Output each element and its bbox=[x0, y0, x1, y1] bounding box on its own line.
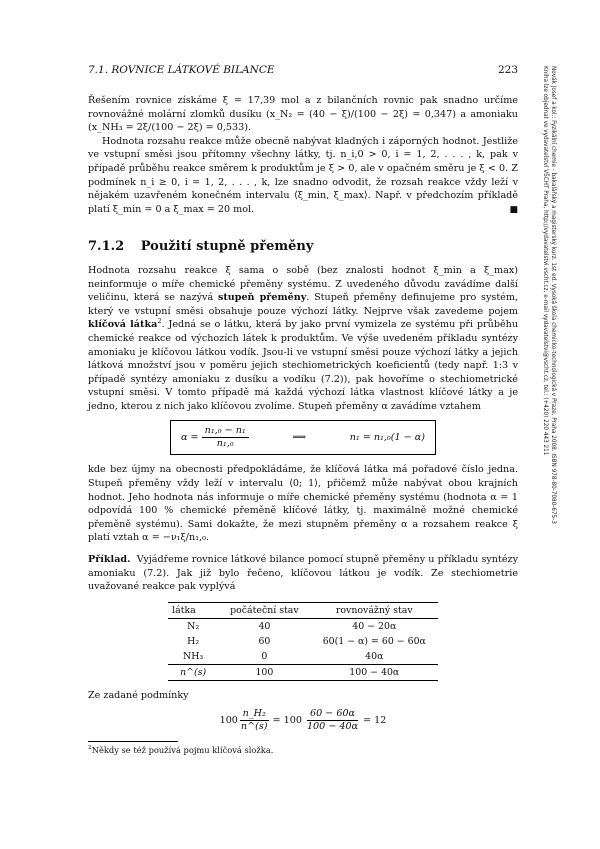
table-row bbox=[168, 634, 438, 649]
running-header bbox=[88, 64, 518, 76]
table-cell: 40 − 20α bbox=[352, 620, 397, 632]
fraction-numerator: n₁,₀ − n₁ bbox=[202, 425, 249, 438]
footnote-divider bbox=[88, 741, 178, 742]
page-number: 223 bbox=[497, 64, 518, 76]
section-number: 7.1.2 bbox=[88, 239, 125, 255]
text-run: . Stupeň přeměny definujeme pro systém, který ve vstupní směsi obsahuje pouze výchozí látky. Nejprve však zavedeme pojem bbox=[88, 292, 518, 317]
example-text: Vyjádřeme rovnice látkové bilance pomocí stupně přeměny u příkladu syntézy amoniaku (7.2). Jak již bylo řečeno, klíčovou látkou je vodík. Ze stechiometrie uvažované reakce pak vyplývá bbox=[88, 554, 518, 593]
final-equation bbox=[88, 708, 518, 733]
footnote-text: Někdy se též používá pojmu klíčová složka. bbox=[91, 745, 274, 756]
paragraph-result: Řešením rovnice získáme ξ = 17,39 mol a z bilančních rovnic pak snadno určíme rovnovážné molární zlomků dusíku (x_N₂ = (40 − ξ)/(100 − 2ξ) = 0,347) a amoniaku (x_NH₃ = 2ξ/(100 − 2ξ) = 0,533). bbox=[88, 95, 518, 134]
table-cell: 60(1 − α) = 60 − 60α bbox=[322, 635, 426, 647]
table-cell: 100 bbox=[218, 664, 311, 680]
table-cell: NH₃ bbox=[183, 650, 204, 662]
fraction-denominator: n^(s) bbox=[240, 721, 268, 733]
alpha-lhs: α = bbox=[181, 432, 199, 444]
term-key-component: klíčová látka bbox=[88, 319, 158, 331]
section-title: Použití stupně přeměny bbox=[140, 239, 314, 255]
fraction-numerator: 60 − 60α bbox=[307, 708, 358, 721]
paragraph-from-condition: Ze zadané podmínky bbox=[88, 689, 189, 701]
fraction-numerator: n_H₂ bbox=[240, 708, 269, 721]
fraction-denominator: n₁,₀ bbox=[216, 438, 234, 450]
formula-box bbox=[170, 420, 436, 455]
eq-middle: = 100 bbox=[272, 715, 302, 727]
eq-result: = 12 bbox=[363, 715, 387, 727]
table-row bbox=[168, 618, 438, 634]
page-body bbox=[88, 94, 518, 756]
fraction-denominator: 100 − 40α bbox=[306, 721, 359, 733]
section-heading bbox=[88, 240, 518, 254]
text-run: . Jedná se o látku, která by jako první vymizela ze systému při průběhu chemické reakce od výchozích látek k produktům. Ve výše uvedeném příkladu syntézy amoniaku je klíčovou látkou vodík. Jsou-li ve vstupní směsi pouze výchozí látky a jejich látková množství jsou v poměru jejich stechiometrických koeficientů (tedy např. 1:3 v případě syntézy amoniaku z dusíku a vodíku (7.2)), pak hovoříme o stechiometrické vstupní směsi. V tomto případě má každá výchozí látka vlastnost klíčové látky a je jedno, kterou z nich jako klíčovou zvolíme. Stupeň přeměny α zavádíme vztahem bbox=[88, 319, 518, 412]
table-header: rovnovážný stav bbox=[311, 602, 438, 618]
eq-coefficient: 100 bbox=[219, 715, 238, 727]
table-header: látka bbox=[168, 602, 218, 618]
alpha-definition bbox=[181, 425, 249, 450]
table-cell: 40 bbox=[258, 620, 271, 632]
side-citation-line: Novák Josef a kol.: Fyzikální chemie - bakalářský a magisterský kurz. 1st ed. Vysoká škola chemicko-technologická v Praze, Praha 2008. ISBN 978-80-7080-675-3 bbox=[550, 66, 556, 524]
table-header: počáteční stav bbox=[218, 602, 311, 618]
table-row bbox=[168, 649, 438, 665]
implies-arrow: ⟹ bbox=[292, 432, 307, 444]
table-cell: 60 bbox=[258, 635, 271, 647]
paragraph-example bbox=[88, 553, 518, 594]
footnote bbox=[88, 745, 518, 756]
table-cell: 40α bbox=[365, 650, 384, 662]
eq-fraction-left bbox=[238, 708, 271, 733]
term-conversion: stupeň přeměny bbox=[217, 292, 307, 304]
table-cell: 100 − 40α bbox=[311, 664, 438, 680]
running-section-title: 7.1. ROVNICE LÁTKOVÉ BILANCE bbox=[88, 64, 275, 76]
footnote-ref: 2 bbox=[157, 317, 162, 326]
text-run: Hodnota rozsahu reakce ξ sama o sobě (bez znalosti hodnot ξ_min a ξ_max) neinformuje o míře chemické přeměny systému. Z uvedeného důvodu zavádíme další veličinu, která se nazývá bbox=[88, 264, 518, 304]
side-citation-line: Kniha lze objednat ve vydavatelství VŠCHT Praha, http://vydavatelstvi.vscht.cz, e-mail vydavatelstvi@vscht.cz, tel.: (+420) 220 443 211 bbox=[542, 66, 548, 456]
side-citation bbox=[541, 66, 557, 626]
paragraph-extent-range-text: Hodnota rozsahu reakce může obecně nabývat kladných i záporných hodnot. Jestliže ve vstupní směsi jsou přítomny všechny látky, tj. n_i,0 > 0, i = 1, 2, . . . , k, pak v případě průběhu reakce směrem k produktům je ξ > 0, ale v opačném směru je ξ < 0. Z podmínek n_i ≥ 0, i = 1, 2, . . . , k, lze snadno odvodit, že rozsah reakce vždy leží v nějakém uzavřeném konečném intervalu ⟨ξ_min, ξ_max⟩. Např. v předchozím příkladě platí ξ_min = 0 a ξ_max = 20 mol. bbox=[88, 135, 518, 215]
alpha-fraction bbox=[202, 425, 249, 450]
table-cell: N₂ bbox=[187, 620, 200, 632]
table-cell: 0 bbox=[261, 650, 268, 662]
example-label: Příklad. bbox=[88, 554, 131, 566]
table-cell: H₂ bbox=[187, 635, 200, 647]
amount-expression: n₁ = n₁,₀(1 − α) bbox=[349, 432, 425, 444]
paragraph-extent-range bbox=[88, 135, 518, 217]
table-cell: n^(s) bbox=[168, 664, 218, 680]
paragraph-conversion-definition bbox=[88, 264, 518, 414]
paragraph-conversion-properties: kde bez újmy na obecnosti předpokládáme, že klíčová látka má pořadové číslo jedna. Stupeň přeměny vždy leží v intervalu ⟨0; 1⟩, přičemž může nabývat obou krajních hodnot. Jeho hodnota nás informuje o míře chemické přeměny systému (hodnota α = 1 odpovídá 100 % chemické přeměně klíčové látky, tj. maximálně možné chemické přeměně systému). Sami dokažte, že mezi stupněm přeměny α a rozsahem reakce ξ platí vztah α = −ν₁ξ/n₁,₀. bbox=[88, 464, 518, 544]
eq-fraction-right bbox=[304, 708, 361, 733]
balance-table bbox=[168, 602, 438, 681]
table-total-row bbox=[168, 664, 438, 680]
footnote-mark: 2 bbox=[88, 745, 92, 752]
end-of-example-mark: ■ bbox=[509, 204, 518, 215]
